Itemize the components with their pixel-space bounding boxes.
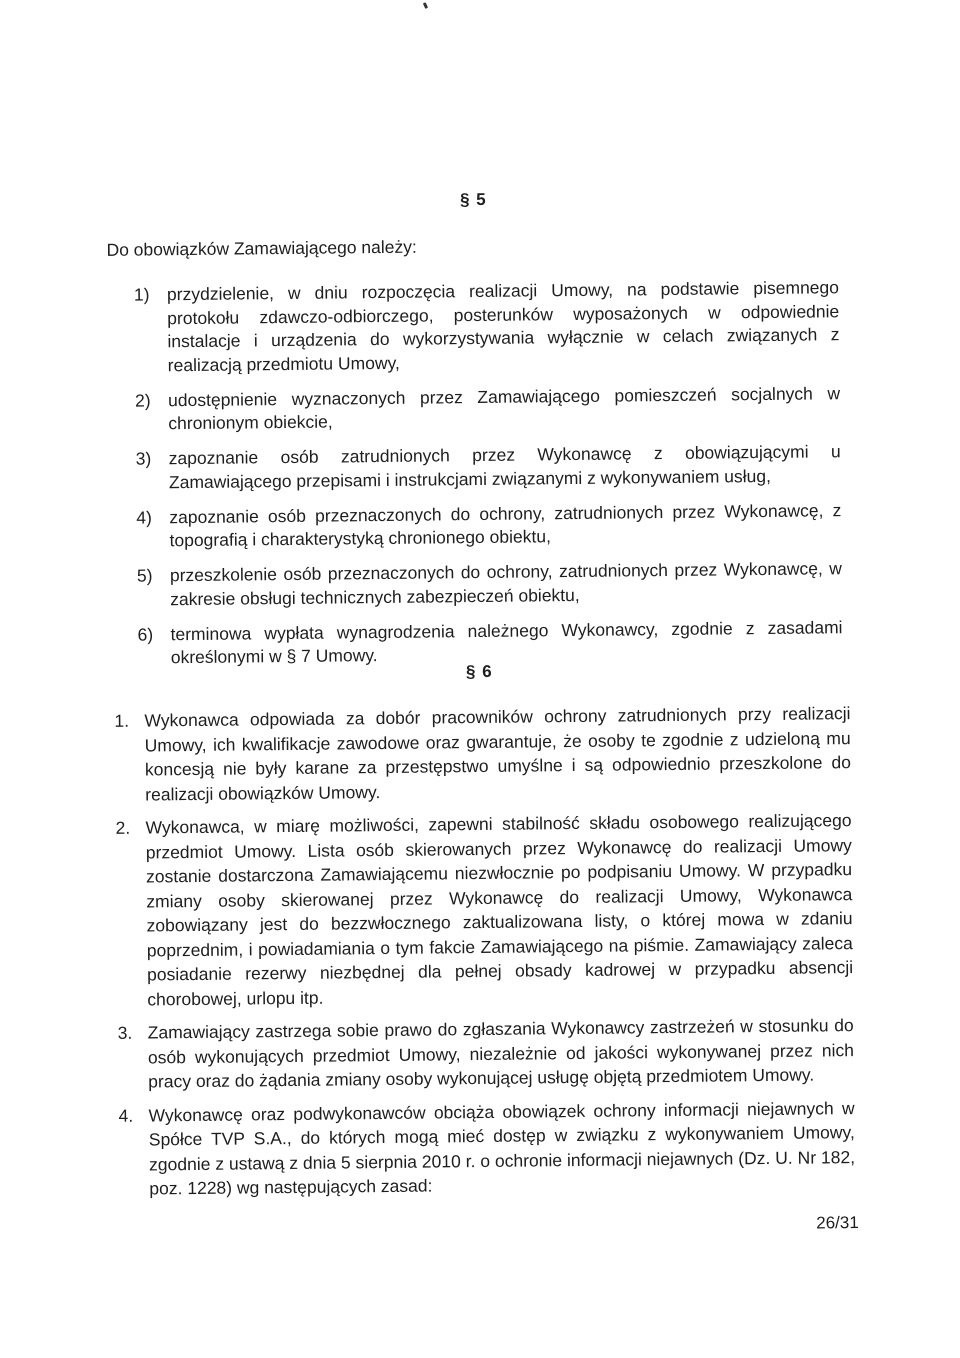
item-text: zapoznanie osób przeznaczonych do ochrony, zatrudnionych przez Wykonawcę, z topografią i charakterystyką chronionego obiektu, xyxy=(169,499,842,551)
item-text: przeszkolenie osób przeznaczonych do ochrony, zatrudnionych przez Wykonawcę, w zakresie obsługi technicznych zabezpieczeń obiektu, xyxy=(169,558,842,609)
item-number: 3. xyxy=(117,1022,133,1043)
list-item xyxy=(136,499,842,553)
item-text: Wykonawca, w miarę możliwości, zapewni stabilność składu osobowego realizującego przedmiot Umowy. Lista osób skierowanych przez Wykonawcę do realizacji Umowy zostanie dostarczona Zamawiającemu niezwłocznie po podpisaniu Umowy. W przypadku zmiany osoby skierowanej przez Wykonawcę do realizacji Umowy, Wykonawca zobowiązany jest do bezzwłocznego zaktualizowana listy, o której mowa w zdaniu poprzednim, i powiadamiania o tym fakcie Zamawiającego na piśmie. Zamawiający zaleca posiadanie rezerwy niezbędnej dla pełnej obsady kadrowej w przypadku absencji chorobowej, urlopu itp. xyxy=(145,810,854,1010)
item-number: 6) xyxy=(137,623,154,645)
item-text: Zamawiający zastrzega sobie prawo do zgłaszania Wykonawcy zastrzeżeń w stosunku do osób wykonujących przedmiot Umowy, niezależnie od jakości wykonywanej przez nich pracy oraz do żądania zmiany osoby wykonującej usługę objętą przedmiotem Umowy. xyxy=(147,1015,855,1092)
item-number: 4. xyxy=(118,1105,134,1126)
scan-speck xyxy=(423,2,428,9)
item-number: 2) xyxy=(134,389,151,411)
section-6-heading: § 6 xyxy=(465,661,493,682)
section-5-heading: § 5 xyxy=(459,189,487,210)
list-item xyxy=(133,276,840,377)
item-number: 2. xyxy=(115,817,131,838)
list-item xyxy=(114,701,852,806)
item-text: zapoznanie osób zatrudnionych przez Wykonawcę z obowiązującymi u Zamawiającego przepisami i instrukcjami związanymi z wykonywaniem usług, xyxy=(168,441,841,492)
section-5-list xyxy=(133,276,843,681)
item-text: udostępnienie wyznaczonych przez Zamawiającego pomieszczeń socjalnych w chronionym obiekcie, xyxy=(167,382,841,434)
list-item xyxy=(137,616,843,670)
list-item xyxy=(118,1096,856,1201)
item-text: przydzielenie, w dniu rozpoczęcia realizacji Umowy, na podstawie pisemnego protokołu zdawczo-odbiorczego, posterunków wyposażonych w odpowiednie instalacje i urządzenia do wykorzystywania wyłącznie w celach związanych z realizacją przedmiotu Umowy, xyxy=(166,277,840,375)
list-item xyxy=(135,440,841,494)
list-item xyxy=(117,1013,855,1094)
item-number: 1) xyxy=(133,284,150,305)
section-6-list xyxy=(114,701,856,1210)
item-number: 3) xyxy=(135,448,152,469)
item-number: 4) xyxy=(136,506,152,528)
item-text: Wykonawca odpowiada za dobór pracowników ochrony zatrudnionych przy realizacji Umowy, ich kwalifikacje zawodowe oraz gwarantuje, że osoby te zgodnie z udzieloną mu koncesją nie były karane za przestępstwo umyślne i są odpowiednio przeszkolone do realizacji obowiązków Umowy. xyxy=(144,703,852,805)
list-item xyxy=(136,557,842,611)
section-5-intro: Do obowiązków Zamawiającego należy: xyxy=(106,236,417,260)
item-text: Wykonawcę oraz podwykonawców obciąża obowiązek ochrony informacji niejawnych w Spółce TVP S.A., do których mogą mieć dostęp w związku z wykonywaniem Umowy, zgodnie z ustawą z dnia 5 sierpnia 2010 r. o ochronie informacji niejawnych (Dz. U. Nr 182, poz. 1228) wg następujących zasad: xyxy=(148,1097,856,1199)
item-number: 1. xyxy=(114,710,130,731)
list-item xyxy=(115,808,854,1011)
item-number: 5) xyxy=(136,565,153,586)
item-text: terminowa wypłata wynagrodzenia należnego Wykonawcy, zgodnie z zasadami określonymi w § 7 Umowy. xyxy=(170,616,843,668)
page-number: 26/31 xyxy=(816,1213,859,1233)
list-item xyxy=(134,382,841,436)
